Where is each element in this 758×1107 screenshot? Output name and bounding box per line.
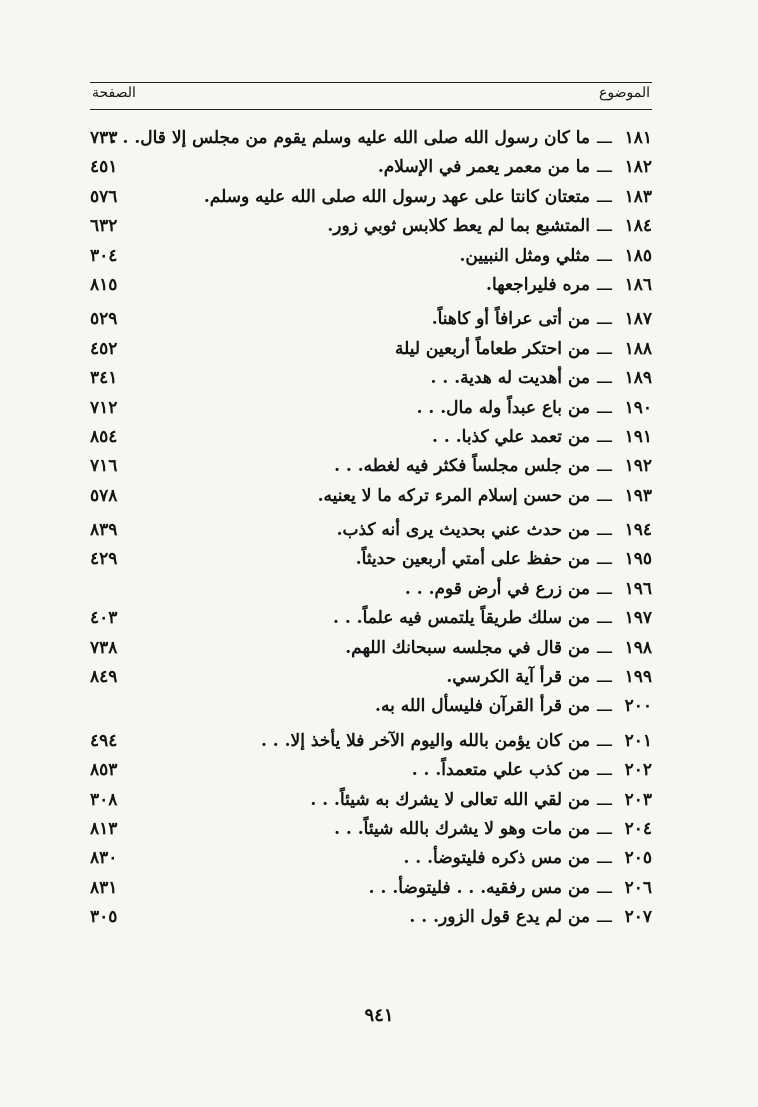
- index-entry: [90, 844, 652, 873]
- entry-page: ٨١٣: [90, 818, 118, 839]
- entry-page: ٧٣٣: [90, 128, 118, 148]
- entry-title: من قرأ آية الكرسي.: [446, 667, 590, 688]
- index-entry: [90, 242, 652, 271]
- entry-number: ٢٠٧: [624, 907, 652, 928]
- entry-dash: ـــ: [597, 397, 612, 418]
- entry-title: من حدث عني بحديث يرى أنه كذب.: [336, 520, 590, 541]
- index-entry: [90, 692, 652, 721]
- entry-dash: ـــ: [597, 426, 612, 447]
- index-entry: [90, 815, 652, 844]
- index-entry: [90, 663, 652, 692]
- entry-dash: ـــ: [597, 216, 612, 237]
- entry-dash: ـــ: [597, 637, 612, 658]
- entry-number: ١٩٢: [624, 456, 652, 477]
- entry-number: ١٩٠: [624, 397, 652, 418]
- entry-number: ١٩٧: [624, 608, 652, 629]
- entry-title: من سلك طريقاً يلتمس فيه علماً. . .: [333, 608, 590, 629]
- entry-number: ١٨٢: [624, 157, 652, 178]
- entry-page: ٧١٦: [90, 456, 118, 477]
- index-entry: [90, 903, 652, 932]
- index-entry: [90, 305, 652, 334]
- entry-number: ١٨١: [624, 128, 652, 148]
- entry-number: ٢٠١: [624, 730, 652, 751]
- entry-dash: ـــ: [597, 520, 612, 541]
- entry-dash: ـــ: [597, 157, 612, 178]
- entry-dash: ـــ: [597, 667, 612, 688]
- entry-dash: ـــ: [597, 456, 612, 477]
- index-entry: [90, 756, 652, 785]
- entry-title: من احتكر طعاماً أربعين ليلة: [394, 338, 590, 359]
- entry-title: ما من معمر يعمر في الإسلام.: [377, 157, 590, 178]
- entry-page: ٤٩٤: [90, 730, 118, 751]
- entry-number: ٢٠٣: [624, 789, 652, 810]
- index-entry: [90, 452, 652, 481]
- entry-dash: ـــ: [597, 338, 612, 359]
- index-entry: [90, 183, 652, 212]
- index-entry: [90, 604, 652, 633]
- entry-number: ٢٠٢: [624, 760, 652, 781]
- index-entry: [90, 786, 652, 815]
- entry-number: ٢٠٥: [624, 848, 652, 869]
- entry-dash: ـــ: [597, 368, 612, 389]
- index-entry: [90, 634, 652, 663]
- table-header: [90, 82, 652, 110]
- entry-dash: ـــ: [597, 186, 612, 207]
- entry-page: ٥٢٩: [90, 309, 118, 330]
- entry-dash: ـــ: [597, 818, 612, 839]
- entry-number: ١٩٤: [624, 520, 652, 541]
- index-entry: [90, 727, 652, 756]
- entry-page: ٥٧٦: [90, 186, 118, 207]
- index-entry: [90, 874, 652, 903]
- entry-number: ١٩٦: [624, 578, 652, 599]
- entry-number: ١٩١: [624, 426, 652, 447]
- entry-page: ٨٥٤: [90, 426, 118, 447]
- entry-page: ٤٠٣: [90, 608, 118, 629]
- entry-title: المتشبع بما لم يعط كلابس ثوبي زور.: [327, 216, 590, 237]
- entry-dash: ـــ: [597, 309, 612, 330]
- entry-number: ١٨٧: [624, 309, 652, 330]
- entry-dash: ـــ: [597, 578, 612, 599]
- index-entry: [90, 394, 652, 423]
- topic-column-label: الموضوع: [599, 85, 650, 101]
- entry-page: ٤٥٢: [90, 338, 118, 359]
- entry-page: ٣٠٤: [90, 245, 118, 266]
- index-entry: [90, 423, 652, 452]
- entry-dash: ـــ: [597, 245, 612, 266]
- entry-title: من باع عبداً وله مال. . .: [416, 397, 590, 418]
- entry-dash: ـــ: [597, 907, 612, 928]
- entry-dash: ـــ: [597, 128, 612, 148]
- entry-page: ٤٢٩: [90, 549, 118, 570]
- entry-page: ٦٣٢: [90, 216, 118, 237]
- page-column-label: الصفحة: [92, 85, 136, 101]
- entry-number: ١٨٦: [624, 274, 652, 295]
- entry-dash: ـــ: [597, 760, 612, 781]
- entry-dash: ـــ: [597, 274, 612, 295]
- entry-title: ما كان رسول الله صلى الله عليه وسلم يقوم من مجلس إلا قال. . .: [110, 128, 590, 148]
- entry-number: ١٩٥: [624, 549, 652, 570]
- entry-dash: ـــ: [597, 730, 612, 751]
- entry-page: ٧٣٨: [90, 637, 118, 658]
- page-number: ٩٤١: [364, 1005, 394, 1026]
- entry-dash: ـــ: [597, 789, 612, 810]
- entry-number: ١٩٩: [624, 667, 652, 688]
- index-entries: [90, 124, 652, 933]
- entry-number: ٢٠٤: [624, 818, 652, 839]
- entry-dash: ـــ: [597, 485, 612, 506]
- entry-page: ٨٣٠: [90, 848, 118, 869]
- entry-title: من كان يؤمن بالله واليوم الآخر فلا يأخذ إلا. . .: [260, 730, 590, 751]
- entry-number: ١٨٥: [624, 245, 652, 266]
- entry-title: من حسن إسلام المرء تركه ما لا يعنيه.: [317, 485, 590, 506]
- entry-page: ٣٠٥: [90, 907, 118, 928]
- entry-title: من مس رفقيه. . . فليتوضأ. . .: [368, 877, 590, 898]
- entry-number: ١٩٨: [624, 637, 652, 658]
- index-entry: [90, 212, 652, 241]
- index-entry: [90, 364, 652, 393]
- index-entry: [90, 335, 652, 364]
- entry-title: متعتان كانتا على عهد رسول الله صلى الله عليه وسلم.: [203, 186, 590, 207]
- entry-number: ١٨٣: [624, 186, 652, 207]
- index-entry: [90, 575, 652, 604]
- index-entry: [90, 271, 652, 300]
- index-entry: [90, 545, 652, 574]
- entry-page: ٨٤٩: [90, 667, 118, 688]
- entry-page: ٨١٥: [90, 274, 118, 295]
- entry-title: من جلس مجلساً فكثر فيه لغطه. . .: [334, 456, 590, 477]
- entry-page: ٣٤١: [90, 368, 118, 389]
- entry-title: من حفظ على أمتي أربعين حديثاً.: [355, 549, 590, 570]
- entry-title: من تعمد علي كذبا. . .: [432, 426, 590, 447]
- entry-dash: ـــ: [597, 608, 612, 629]
- index-entry: [90, 124, 652, 153]
- entry-number: ١٨٤: [624, 216, 652, 237]
- entry-page: ٣٠٨: [90, 789, 118, 810]
- entry-number: ٢٠٦: [624, 877, 652, 898]
- entry-number: ١٨٨: [624, 338, 652, 359]
- entry-dash: ـــ: [597, 877, 612, 898]
- entry-title: مره فليراجعها.: [486, 274, 590, 295]
- entry-dash: ـــ: [597, 848, 612, 869]
- entry-title: من كذب علي متعمداً. . .: [411, 760, 590, 781]
- entry-page: ٨٣٩: [90, 520, 118, 541]
- entry-number: ٢٠٠: [624, 696, 652, 717]
- entry-title: من مات وهو لا يشرك بالله شيئاً. . .: [334, 818, 590, 839]
- entry-title: من مس ذكره فليتوضأ. . .: [403, 848, 590, 869]
- entry-title: من لقي الله تعالى لا يشرك به شيئاً. . .: [310, 789, 590, 810]
- entry-page: ٨٣١: [90, 877, 118, 898]
- entry-dash: ـــ: [597, 696, 612, 717]
- entry-page: ٥٧٨: [90, 485, 118, 506]
- entry-title: من قال في مجلسه سبحانك اللهم.: [345, 637, 590, 658]
- index-entry: [90, 482, 652, 511]
- entry-page: ٨٥٣: [90, 760, 118, 781]
- entry-dash: ـــ: [597, 549, 612, 570]
- entry-page: ٧١٢: [90, 397, 118, 418]
- entry-title: من زرع في أرض قوم. . .: [404, 578, 590, 599]
- entry-title: من أهديت له هدية. . .: [430, 368, 590, 389]
- entry-number: ١٨٩: [624, 368, 652, 389]
- entry-number: ١٩٣: [624, 485, 652, 506]
- entry-title: مثلي ومثل النبيين.: [459, 245, 590, 266]
- entry-page: ٤٥١: [90, 157, 118, 178]
- index-entry: [90, 516, 652, 545]
- entry-title: من أتى عرافاً أو كاهناً.: [431, 309, 590, 330]
- index-entry: [90, 153, 652, 182]
- entry-title: من قرأ القرآن فليسأل الله به.: [375, 696, 590, 717]
- entry-title: من لم يدع قول الزور. . .: [409, 907, 590, 928]
